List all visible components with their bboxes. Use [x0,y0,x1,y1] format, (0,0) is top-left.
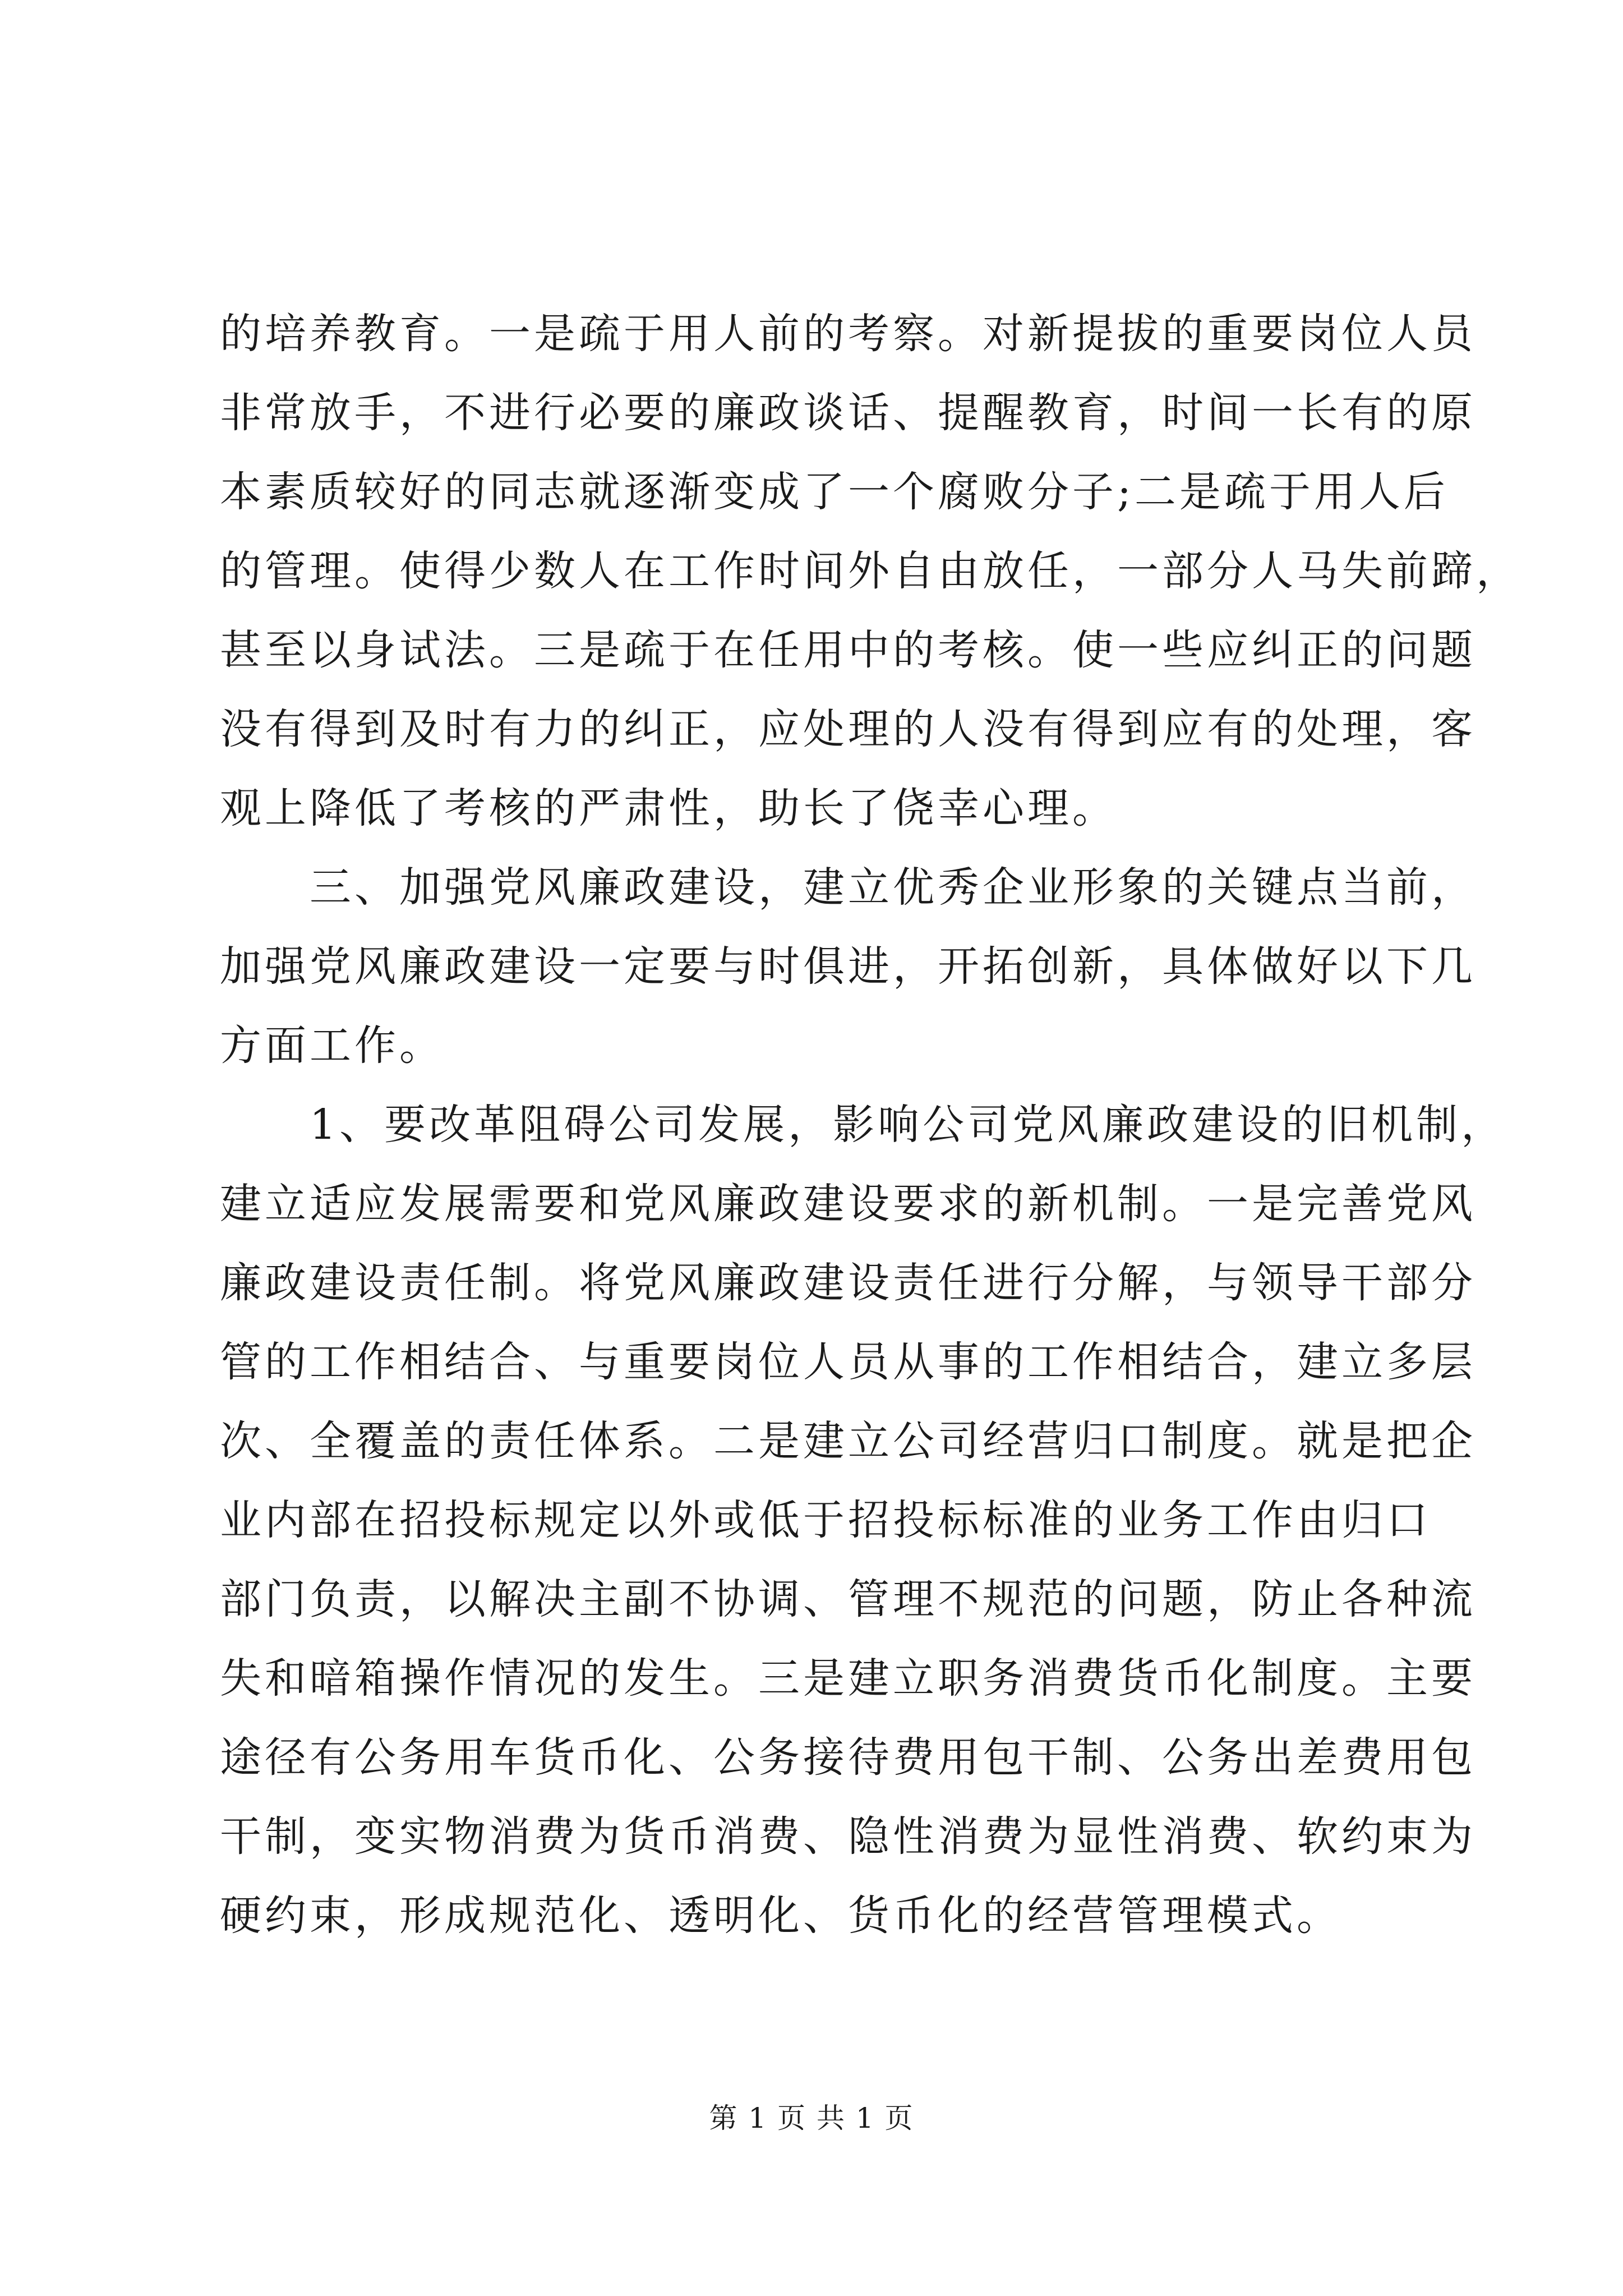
text-line: 的管理。使得少数人在工作时间外自由放任，一部分人马失前蹄， [220,547,1521,595]
text-line: 甚至以身试法。三是疏于在任用中的考核。使一些应纠正的问题 [220,626,1476,674]
text-line: 本素质较好的同志就逐渐变成了一个腐败分子;二是疏于用人后 [220,468,1449,516]
text-line: 部门负责，以解决主副不协调、管理不规范的问题，防止各种流 [220,1575,1476,1623]
text-line: 观上降低了考核的严肃性，助长了侥幸心理。 [220,784,1117,832]
text-line: 加强党风廉政建设一定要与时俱进，开拓创新，具体做好以下几 [220,942,1476,991]
text-line: 硬约束，形成规范化、透明化、货币化的经营管理模式。 [220,1892,1341,1940]
text-line: 建立适应发展需要和党风廉政建设要求的新机制。一是完善党风 [220,1180,1476,1228]
text-line: 的培养教育。一是疏于用人前的考察。对新提拔的重要岗位人员 [220,310,1476,358]
text-line: 业内部在招投标规定以外或低于招投标标准的业务工作由归口 [220,1496,1431,1544]
text-line: 失和暗箱操作情况的发生。三是建立职务消费货币化制度。主要 [220,1654,1476,1703]
text-line: 没有得到及时有力的纠正，应处理的人没有得到应有的处理，客 [220,705,1476,753]
body-text [220,295,1521,1955]
text-line: 次、全覆盖的责任体系。二是建立公司经营归口制度。就是把企 [220,1417,1476,1465]
text-line: 方面工作。 [220,1022,444,1070]
text-line: 管的工作相结合、与重要岗位人员从事的工作相结合，建立多层 [220,1338,1476,1386]
text-line: 1、要改革阻碍公司发展，影响公司党风廉政建设的旧机制， [220,1101,1506,1149]
page-footer: 第 1 页 共 1 页 [709,2102,914,2134]
text-line: 干制，变实物消费为货币消费、隐性消费为显性消费、软约束为 [220,1812,1476,1861]
text-line: 廉政建设责任制。将党风廉政建设责任进行分解，与领导干部分 [220,1259,1476,1307]
text-line: 途径有公务用车货币化、公务接待费用包干制、公务出差费用包 [220,1733,1476,1782]
text-line: 非常放手，不进行必要的廉政谈话、提醒教育，时间一长有的原 [220,389,1476,437]
text-line: 三、加强党风廉政建设，建立优秀企业形象的关键点当前， [220,863,1476,912]
